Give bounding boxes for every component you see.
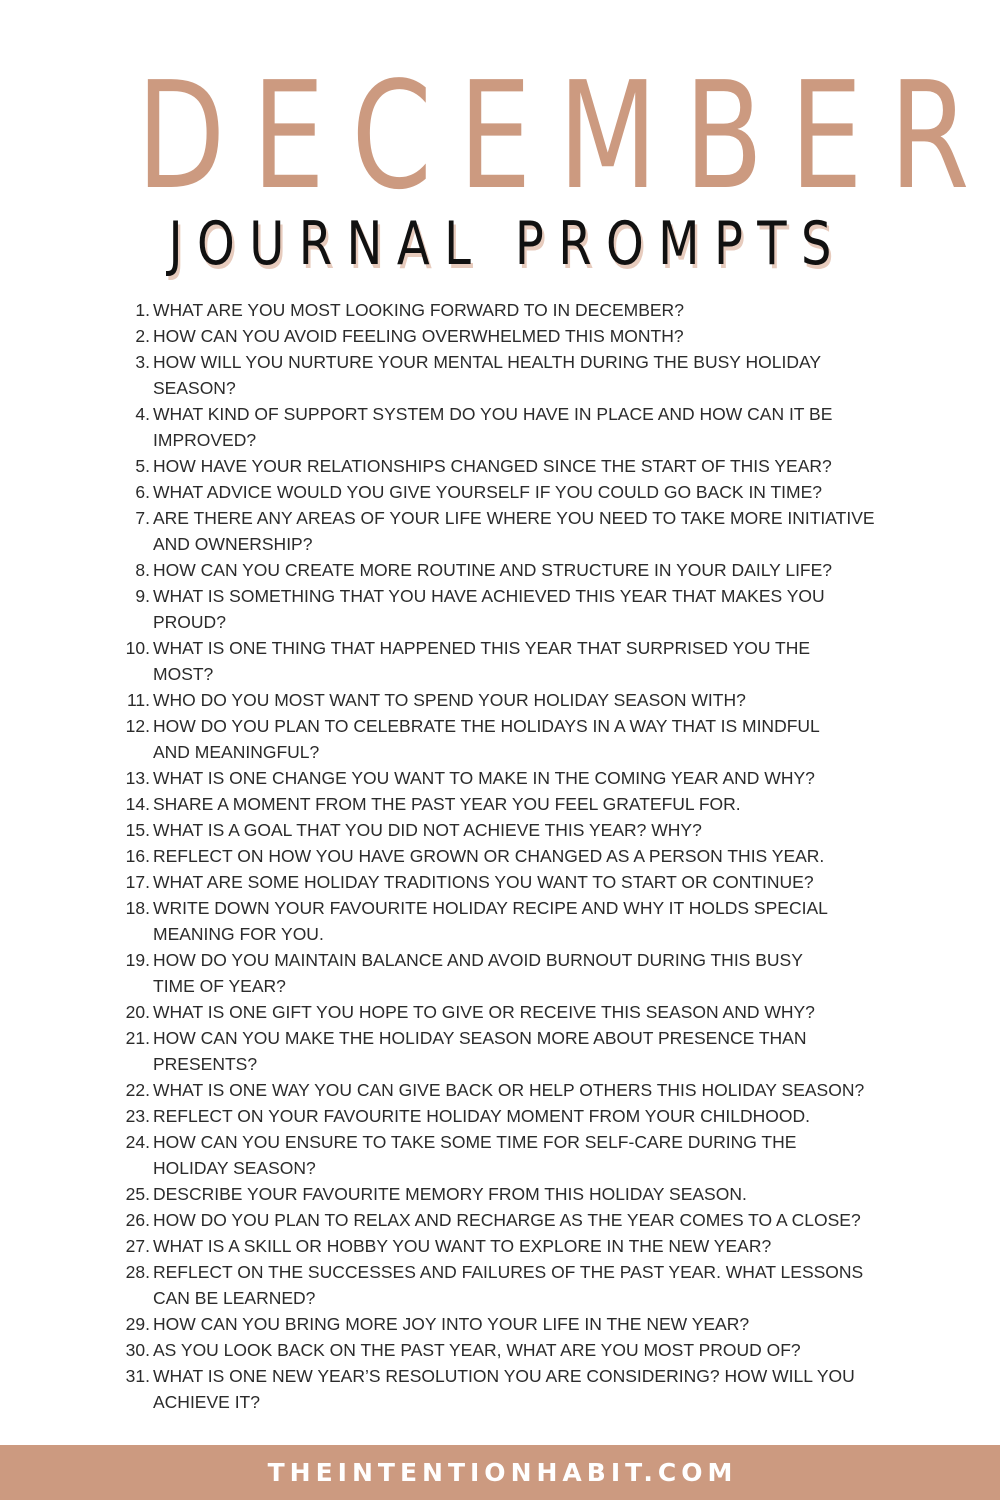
prompt-text: WHAT ARE YOU MOST LOOKING FORWARD TO IN DECEMBER? <box>153 300 684 320</box>
prompt-number: 7. <box>135 508 150 528</box>
prompt-item <box>0 479 1000 505</box>
prompt-text: MOST? <box>153 664 214 684</box>
prompt-item <box>0 1077 1000 1103</box>
prompt-number: 6. <box>135 482 150 502</box>
prompt-text: WRITE DOWN YOUR FAVOURITE HOLIDAY RECIPE AND WHY IT HOLDS SPECIAL <box>153 898 828 918</box>
prompt-number: 10. <box>125 638 150 658</box>
prompt-item <box>0 1337 1000 1363</box>
prompt-text: WHAT IS A GOAL THAT YOU DID NOT ACHIEVE THIS YEAR? WHY? <box>153 820 702 840</box>
prompt-item <box>0 999 1000 1025</box>
prompt-item <box>0 505 1000 557</box>
prompt-text: WHAT IS SOMETHING THAT YOU HAVE ACHIEVED THIS YEAR THAT MAKES YOU <box>153 586 825 606</box>
prompt-text: HOW CAN YOU MAKE THE HOLIDAY SEASON MORE ABOUT PRESENCE THAN <box>153 1028 807 1048</box>
prompt-text: MEANING FOR YOU. <box>153 924 324 944</box>
prompt-text: IMPROVED? <box>153 430 257 450</box>
prompt-text: HOW HAVE YOUR RELATIONSHIPS CHANGED SINCE THE START OF THIS YEAR? <box>153 456 832 476</box>
prompt-text: TIME OF YEAR? <box>153 976 286 996</box>
prompt-text: SHARE A MOMENT FROM THE PAST YEAR YOU FEEL GRATEFUL FOR. <box>153 794 741 814</box>
prompt-number: 5. <box>135 456 150 476</box>
prompt-text: AS YOU LOOK BACK ON THE PAST YEAR, WHAT ARE YOU MOST PROUD OF? <box>153 1340 801 1360</box>
prompt-text: HOW CAN YOU AVOID FEELING OVERWHELMED THIS MONTH? <box>153 326 684 346</box>
prompt-item <box>0 1025 1000 1077</box>
prompt-number: 21. <box>125 1028 150 1048</box>
prompt-list <box>0 297 1000 1415</box>
prompt-item <box>0 1233 1000 1259</box>
prompt-number: 16. <box>125 846 150 866</box>
prompt-text: PROUD? <box>153 612 226 632</box>
prompt-number: 9. <box>135 586 150 606</box>
page-subtitle: JOURNAL PROMPTS <box>168 209 846 279</box>
footer-website: THEINTENTIONHABIT.COM <box>267 1458 738 1487</box>
prompt-text: HOW DO YOU PLAN TO CELEBRATE THE HOLIDAYS IN A WAY THAT IS MINDFUL <box>153 716 820 736</box>
prompt-text: CAN BE LEARNED? <box>153 1288 316 1308</box>
prompt-number: 22. <box>125 1080 150 1100</box>
prompt-number: 29. <box>125 1314 150 1334</box>
prompt-text: HOW CAN YOU CREATE MORE ROUTINE AND STRUCTURE IN YOUR DAILY LIFE? <box>153 560 833 580</box>
prompt-number: 2. <box>135 326 150 346</box>
prompt-item <box>0 687 1000 713</box>
prompt-number: 20. <box>125 1002 150 1022</box>
prompt-item <box>0 635 1000 687</box>
prompt-number: 15. <box>125 820 150 840</box>
prompt-number: 30. <box>125 1340 150 1360</box>
prompt-text: DESCRIBE YOUR FAVOURITE MEMORY FROM THIS HOLIDAY SEASON. <box>153 1184 747 1204</box>
prompt-number: 14. <box>125 794 150 814</box>
prompt-text: WHAT IS ONE CHANGE YOU WANT TO MAKE IN THE COMING YEAR AND WHY? <box>153 768 815 788</box>
prompt-item <box>0 895 1000 947</box>
prompt-text: HOW CAN YOU ENSURE TO TAKE SOME TIME FOR SELF-CARE DURING THE <box>153 1132 797 1152</box>
prompt-number: 23. <box>125 1106 150 1126</box>
prompt-number: 8. <box>135 560 150 580</box>
prompt-text: HOW DO YOU MAINTAIN BALANCE AND AVOID BURNOUT DURING THIS BUSY <box>153 950 803 970</box>
prompt-number: 26. <box>125 1210 150 1230</box>
prompt-item <box>0 947 1000 999</box>
prompt-text: PRESENTS? <box>153 1054 258 1074</box>
page-title: DECEMBER <box>136 50 997 222</box>
prompt-item <box>0 1259 1000 1311</box>
prompt-number: 4. <box>135 404 150 424</box>
prompt-item <box>0 1363 1000 1415</box>
prompt-number: 28. <box>125 1262 150 1282</box>
prompt-text: AND OWNERSHIP? <box>153 534 313 554</box>
prompt-text: HOW CAN YOU BRING MORE JOY INTO YOUR LIFE IN THE NEW YEAR? <box>153 1314 750 1334</box>
prompt-text: REFLECT ON THE SUCCESSES AND FAILURES OF THE PAST YEAR. WHAT LESSONS <box>153 1262 864 1282</box>
prompt-item <box>0 323 1000 349</box>
prompt-text: WHAT KIND OF SUPPORT SYSTEM DO YOU HAVE IN PLACE AND HOW CAN IT BE <box>153 404 833 424</box>
prompt-item <box>0 843 1000 869</box>
prompt-text: ACHIEVE IT? <box>153 1392 260 1412</box>
prompt-item <box>0 297 1000 323</box>
prompt-item <box>0 1311 1000 1337</box>
prompt-text: WHAT IS ONE NEW YEAR’S RESOLUTION YOU ARE CONSIDERING? HOW WILL YOU <box>153 1366 855 1386</box>
prompt-number: 24. <box>125 1132 150 1152</box>
prompt-item <box>0 1181 1000 1207</box>
prompt-number: 13. <box>125 768 150 788</box>
prompt-text: HOLIDAY SEASON? <box>153 1158 316 1178</box>
prompt-text: WHAT IS ONE GIFT YOU HOPE TO GIVE OR RECEIVE THIS SEASON AND WHY? <box>153 1002 815 1022</box>
prompt-number: 19. <box>125 950 150 970</box>
prompt-text: HOW WILL YOU NURTURE YOUR MENTAL HEALTH DURING THE BUSY HOLIDAY <box>153 352 822 372</box>
prompt-text: ARE THERE ANY AREAS OF YOUR LIFE WHERE YOU NEED TO TAKE MORE INITIATIVE <box>153 508 875 528</box>
prompt-text: REFLECT ON YOUR FAVOURITE HOLIDAY MOMENT FROM YOUR CHILDHOOD. <box>153 1106 810 1126</box>
prompt-text: AND MEANINGFUL? <box>153 742 320 762</box>
prompt-item <box>0 583 1000 635</box>
prompt-number: 17. <box>125 872 150 892</box>
prompt-number: 12. <box>125 716 150 736</box>
prompt-text: SEASON? <box>153 378 236 398</box>
prompt-number: 18. <box>125 898 150 918</box>
prompt-text: WHAT IS A SKILL OR HOBBY YOU WANT TO EXPLORE IN THE NEW YEAR? <box>153 1236 772 1256</box>
prompt-text: REFLECT ON HOW YOU HAVE GROWN OR CHANGED AS A PERSON THIS YEAR. <box>153 846 825 866</box>
prompt-item <box>0 349 1000 401</box>
prompt-number: 1. <box>135 300 150 320</box>
prompt-text: WHO DO YOU MOST WANT TO SPEND YOUR HOLIDAY SEASON WITH? <box>153 690 746 710</box>
prompt-item <box>0 817 1000 843</box>
prompt-item <box>0 1103 1000 1129</box>
prompt-number: 3. <box>135 352 150 372</box>
prompt-text: WHAT ARE SOME HOLIDAY TRADITIONS YOU WANT TO START OR CONTINUE? <box>153 872 814 892</box>
prompt-number: 31. <box>125 1366 150 1386</box>
prompt-item <box>0 765 1000 791</box>
prompt-number: 25. <box>125 1184 150 1204</box>
footer-bar <box>0 1445 1000 1500</box>
prompt-item <box>0 453 1000 479</box>
prompt-item <box>0 869 1000 895</box>
prompt-item <box>0 1129 1000 1181</box>
prompt-item <box>0 713 1000 765</box>
prompt-number: 11. <box>126 690 150 710</box>
prompt-text: WHAT IS ONE WAY YOU CAN GIVE BACK OR HELP OTHERS THIS HOLIDAY SEASON? <box>153 1080 865 1100</box>
prompt-text: WHAT ADVICE WOULD YOU GIVE YOURSELF IF YOU COULD GO BACK IN TIME? <box>153 482 823 502</box>
prompt-item <box>0 557 1000 583</box>
prompt-text: WHAT IS ONE THING THAT HAPPENED THIS YEAR THAT SURPRISED YOU THE <box>153 638 811 658</box>
prompt-text: HOW DO YOU PLAN TO RELAX AND RECHARGE AS THE YEAR COMES TO A CLOSE? <box>153 1210 861 1230</box>
prompt-item <box>0 1207 1000 1233</box>
prompt-number: 27. <box>125 1236 150 1256</box>
prompt-item <box>0 791 1000 817</box>
prompt-item <box>0 401 1000 453</box>
